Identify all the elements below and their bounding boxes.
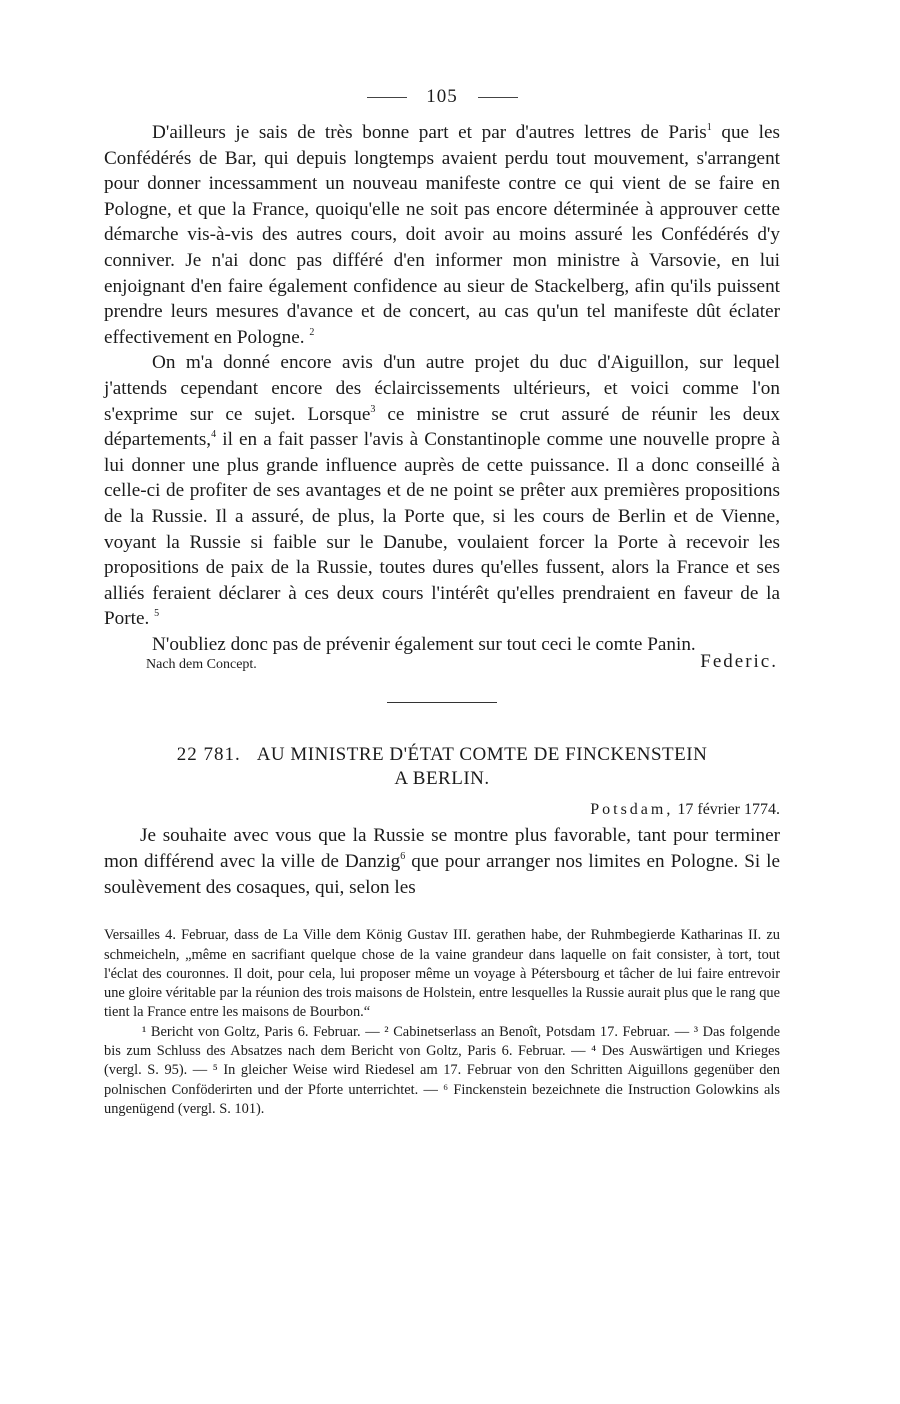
letter-2-text-a: Je souhaite avec vous que la Russie se montre plus favorable, tant pour terminer mon différend avec la ville de Danzig bbox=[104, 825, 780, 873]
letter-body bbox=[104, 120, 780, 657]
letter-2-body bbox=[104, 823, 780, 900]
place-date bbox=[104, 801, 780, 819]
footnote-carryover: Versailles 4. Februar, dass de La Ville dem König Gustav III. gerathen habe, der Ruhmbegierde Katharinas II. zu schmeicheln, „même en sacrifiant quelque chose de la vaine grandeur dans laquelle on fait consister, à tort, tout l'éclat des couronnes. Il doit, pour cela, lui proposer même un voyage à Pétersbourg et tâcher de lui faire entrevoir une gloire véritable par la réunion des trois maisons de Holstein, entre lesquelles la Russie aurait plus que le rang que tient la France entre les maisons de Bourbon.“ bbox=[104, 927, 780, 1021]
letter-heading-line-1 bbox=[104, 743, 780, 767]
book-page bbox=[104, 86, 780, 1119]
footnote-ref-2: 2 bbox=[309, 326, 315, 338]
paragraph-1-text: D'ailleurs je sais de très bonne part et par d'autres lettres de Paris bbox=[152, 122, 707, 143]
paragraph-3: N'oubliez donc pas de prévenir également sur tout ceci le comte Panin. bbox=[152, 633, 696, 655]
page-number: 105 bbox=[426, 86, 458, 107]
footnote-ref-5: 5 bbox=[154, 608, 160, 620]
paragraph-1-cont: que les Confédérés de Bar, qui depuis longtemps avaient perdu tout mouvement, s'arrangent pour donner incessamment un nouveau manifeste contre ce qui vient de se faire en Pologne, et que la France, quoiqu'elle ne soit pas encore déterminée à approuver cette démarche vis-à-vis des autres cours, doit avoir au moins assuré les Confédérés d'y conniver. Je n'ai donc pas différé d'en informer mon ministre à Varsovie, en lui enjoignant d'en faire également confidence au sieur de Stackelberg, afin qu'ils puissent prendre leurs mesures d'avance et de concert, au cas qu'un tel manifeste dût éclater effectivement en Pologne. bbox=[104, 122, 780, 348]
footnotes bbox=[104, 926, 780, 1119]
letter-2-paragraph bbox=[104, 823, 780, 900]
date: 17 février 1774. bbox=[673, 801, 780, 819]
source-note: Nach dem Concept. bbox=[146, 657, 257, 673]
footnote-ref-1: 1 bbox=[706, 122, 712, 133]
letter-title-line-2: A BERLIN. bbox=[394, 768, 490, 790]
letter-title-line-1: AU MINISTRE D'ÉTAT COMTE DE FINCKENSTEIN bbox=[256, 744, 708, 766]
signature-row bbox=[104, 651, 780, 673]
page-header bbox=[104, 86, 780, 120]
paragraph-2-text-c: il en a fait passer l'avis à Constantinople comme une nouvelle propre à lui donner une plus grande influence auprès de cette puissance. Il a donc conseillé à celle-ci de profiter de ses avantages et de ne point se prêter aux premières propositions de la Russie. Il a assuré, de plus, la Porte que, si les cours de Berlin et de Vienne, voyant la Russie si faible sur le Danube, voulaient forcer la Porte à recevoir les propositions de paix de la Russie, toutes dures qu'elles fussent, alors la France et ses alliés feraient déclarer à ces deux cours l'intérêt qu'elles prendraient en faveur de la Porte. bbox=[104, 429, 780, 630]
footnote-list: ¹ Bericht von Goltz, Paris 6. Februar. — ² Cabinetserlass an Benoît, Potsdam 17. Februar. — ³ Das folgende bis zum Schluss des Absatzes nach dem Bericht von Goltz, Paris 6. Februar. — ⁴ Des Auswärtigen und Krieges (vergl. S. 95). — ⁵ In gleicher Weise wird Riedesel am 17. Februar von den Schritten Aiguillons gegenüber den polnischen Conföderirten und der Pforte unterrichtet. — ⁶ Finckenstein bezeichnete die Instruction Golowkins als ungenügend (vergl. S. 101). bbox=[104, 1023, 780, 1117]
footnote-ref-6: 6 bbox=[400, 851, 406, 863]
header-rule-left bbox=[367, 97, 407, 98]
footnote-ref-4: 4 bbox=[211, 429, 217, 441]
paragraph-2-text-b: ce ministre se crut assuré de réunir les deux départements, bbox=[104, 403, 781, 451]
footnote-ref-3: 3 bbox=[370, 403, 376, 415]
place: Potsdam, bbox=[590, 801, 674, 819]
letter-2-text-b: que pour arranger nos limites en Pologne. Si le soulèvement des cosaques, qui, selon les bbox=[104, 851, 780, 898]
paragraph-2-text-a: On m'a donné encore avis d'un autre projet du duc d'Aiguillon, sur lequel j'attends cependant encore des éclaircissements ultérieurs, et voici comme l'on s'exprime sur ce sujet. Lorsque bbox=[104, 352, 780, 425]
header-rule-right bbox=[478, 97, 518, 98]
section-divider bbox=[387, 702, 497, 703]
letter-heading bbox=[104, 743, 780, 791]
letter-number: 22 781. bbox=[176, 744, 241, 766]
signature: Federic. bbox=[700, 651, 778, 673]
paragraph-1 bbox=[104, 120, 780, 350]
paragraph-2 bbox=[104, 350, 780, 632]
